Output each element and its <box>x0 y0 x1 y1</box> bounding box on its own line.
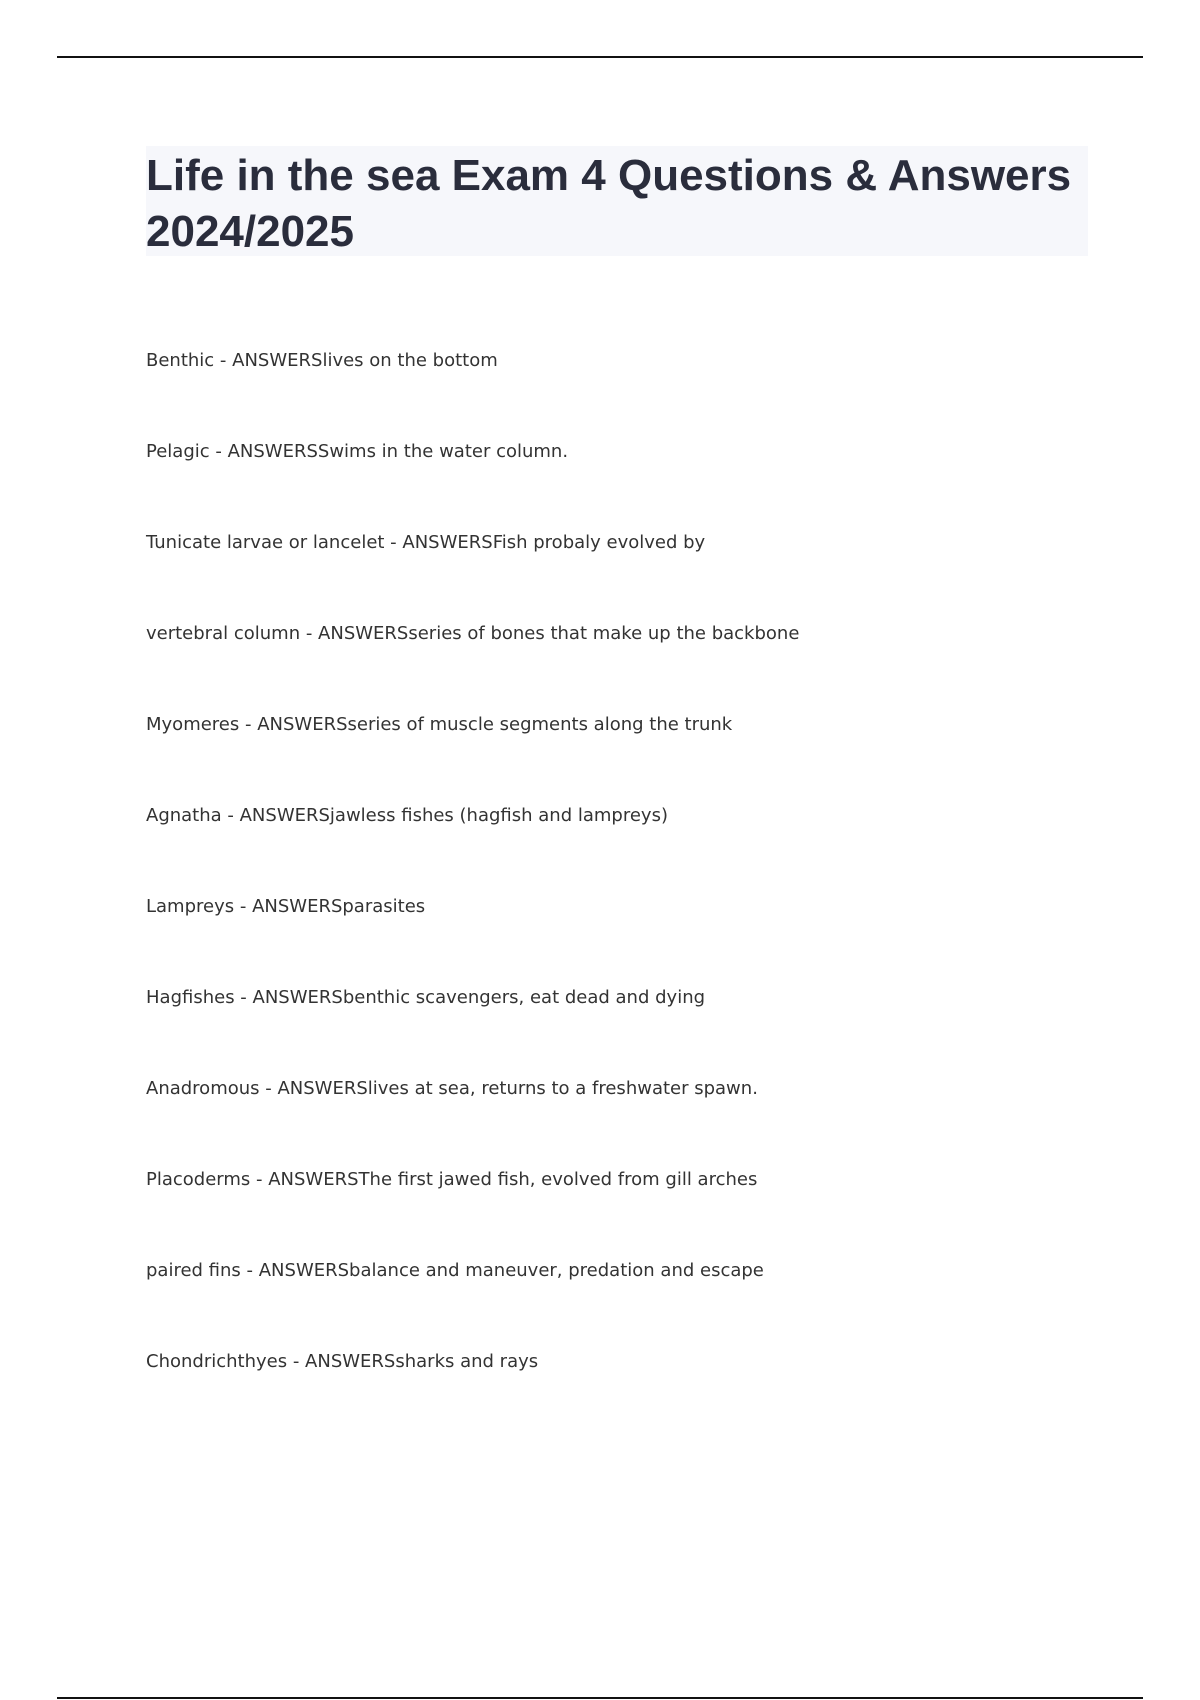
qa-list <box>146 346 1086 1438</box>
qa-item: vertebral column - ANSWERSseries of bones that make up the backbone <box>146 623 800 644</box>
qa-item: Lampreys - ANSWERSparasites <box>146 896 426 917</box>
top-rule <box>57 56 1143 58</box>
qa-item: Myomeres - ANSWERSseries of muscle segments along the trunk <box>146 714 733 735</box>
qa-item: Placoderms - ANSWERSThe first jawed fish, evolved from gill arches <box>146 1169 758 1190</box>
qa-item: Agnatha - ANSWERSjawless fishes (hagfish and lampreys) <box>146 805 668 826</box>
qa-item: Hagfishes - ANSWERSbenthic scavengers, eat dead and dying <box>146 987 706 1008</box>
qa-item: Pelagic - ANSWERSSwims in the water column. <box>146 441 569 462</box>
qa-item: paired fins - ANSWERSbalance and maneuver, predation and escape <box>146 1260 764 1281</box>
qa-item: Tunicate larvae or lancelet - ANSWERSFish probaly evolved by <box>146 532 706 553</box>
bottom-rule <box>57 1697 1143 1699</box>
page-title: Life in the sea Exam 4 Questions & Answers 2024/2025 <box>146 151 1072 256</box>
qa-item: Chondrichthyes - ANSWERSsharks and rays <box>146 1351 539 1372</box>
qa-item: Benthic - ANSWERSlives on the bottom <box>146 350 498 371</box>
qa-item: Anadromous - ANSWERSlives at sea, returns to a freshwater spawn. <box>146 1078 758 1099</box>
